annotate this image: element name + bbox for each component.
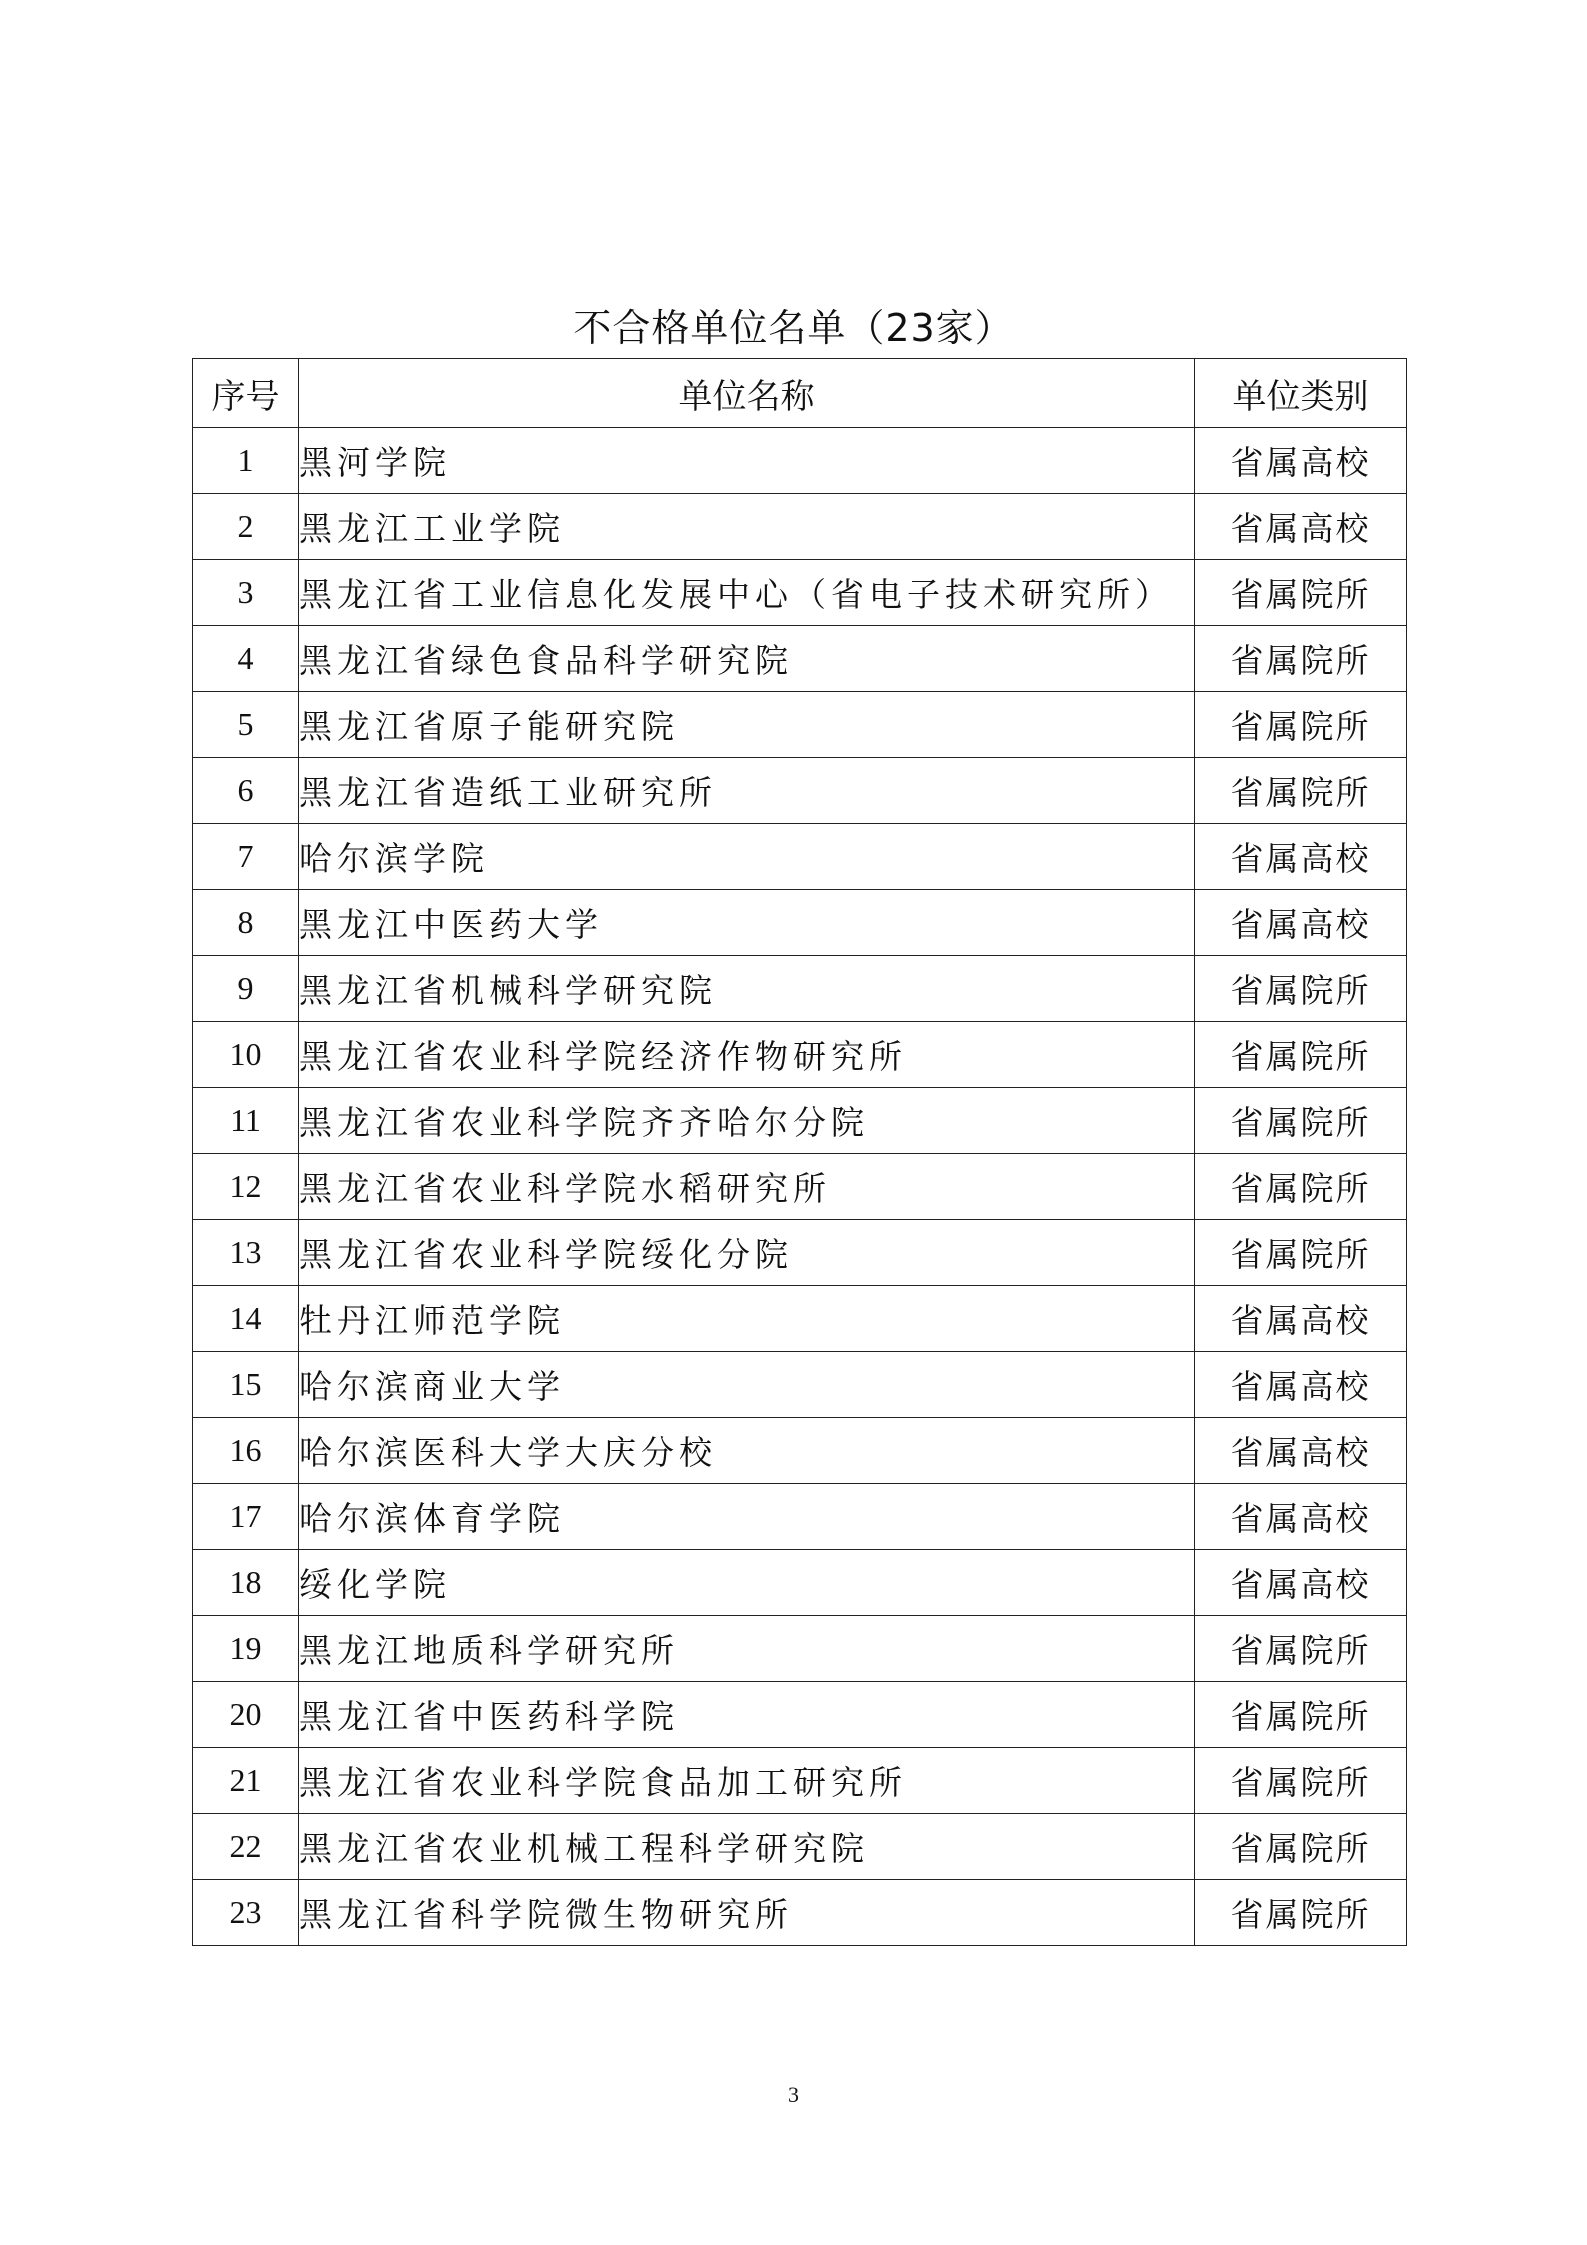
row-unit-type: 省属院所 [1195,1616,1407,1682]
row-index: 6 [193,758,299,824]
table-row [193,1682,1407,1748]
row-unit-name: 黑龙江省工业信息化发展中心（省电子技术研究所） [299,560,1195,626]
row-unit-type: 省属院所 [1195,560,1407,626]
table-row [193,824,1407,890]
table-body [193,428,1407,1946]
row-unit-name: 黑龙江省农业科学院齐齐哈尔分院 [299,1088,1195,1154]
row-unit-name: 黑龙江省农业科学院食品加工研究所 [299,1748,1195,1814]
table-row [193,956,1407,1022]
row-unit-type: 省属高校 [1195,1352,1407,1418]
row-unit-name: 黑龙江省原子能研究院 [299,692,1195,758]
row-unit-type: 省属院所 [1195,1814,1407,1880]
row-index: 16 [193,1418,299,1484]
units-table [192,358,1407,1946]
row-unit-type: 省属院所 [1195,1682,1407,1748]
row-unit-type: 省属院所 [1195,1022,1407,1088]
table-row [193,1022,1407,1088]
row-unit-name: 黑龙江省农业科学院绥化分院 [299,1220,1195,1286]
row-index: 5 [193,692,299,758]
row-unit-name: 黑龙江省农业机械工程科学研究院 [299,1814,1195,1880]
row-index: 13 [193,1220,299,1286]
table-row [193,1286,1407,1352]
table-row [193,890,1407,956]
row-unit-type: 省属高校 [1195,1418,1407,1484]
row-unit-name: 黑龙江省绿色食品科学研究院 [299,626,1195,692]
row-unit-name: 黑龙江地质科学研究所 [299,1616,1195,1682]
row-unit-name: 绥化学院 [299,1550,1195,1616]
row-index: 23 [193,1880,299,1946]
table-row [193,1616,1407,1682]
row-unit-type: 省属院所 [1195,1088,1407,1154]
row-index: 1 [193,428,299,494]
table-row [193,1748,1407,1814]
page-title: 不合格单位名单（23家） [573,306,1014,350]
row-unit-type: 省属院所 [1195,1220,1407,1286]
row-unit-name: 黑龙江中医药大学 [299,890,1195,956]
table-row [193,560,1407,626]
row-unit-type: 省属高校 [1195,494,1407,560]
table-row [193,1352,1407,1418]
table-row [193,626,1407,692]
row-index: 15 [193,1352,299,1418]
row-unit-type: 省属院所 [1195,758,1407,824]
row-index: 9 [193,956,299,1022]
row-unit-name: 哈尔滨学院 [299,824,1195,890]
row-unit-name: 黑龙江省造纸工业研究所 [299,758,1195,824]
row-index: 22 [193,1814,299,1880]
row-index: 17 [193,1484,299,1550]
header-name: 单位名称 [299,359,1195,428]
row-unit-type: 省属高校 [1195,1484,1407,1550]
row-index: 3 [193,560,299,626]
header-index: 序号 [193,359,299,428]
table-row [193,1814,1407,1880]
row-unit-type: 省属高校 [1195,428,1407,494]
row-unit-type: 省属高校 [1195,1550,1407,1616]
row-unit-type: 省属高校 [1195,890,1407,956]
row-index: 19 [193,1616,299,1682]
row-unit-type: 省属院所 [1195,1748,1407,1814]
table-row [193,1418,1407,1484]
row-index: 20 [193,1682,299,1748]
row-unit-name: 哈尔滨体育学院 [299,1484,1195,1550]
table-row [193,1088,1407,1154]
header-type: 单位类别 [1195,359,1407,428]
row-unit-type: 省属高校 [1195,824,1407,890]
row-unit-name: 黑龙江省中医药科学院 [299,1682,1195,1748]
row-index: 14 [193,1286,299,1352]
row-index: 8 [193,890,299,956]
row-unit-name: 牡丹江师范学院 [299,1286,1195,1352]
table-row [193,1880,1407,1946]
table-row [193,428,1407,494]
row-unit-name: 黑龙江省科学院微生物研究所 [299,1880,1195,1946]
row-unit-type: 省属院所 [1195,956,1407,1022]
row-unit-name: 黑龙江省机械科学研究院 [299,956,1195,1022]
table-row [193,758,1407,824]
row-index: 2 [193,494,299,560]
row-index: 12 [193,1154,299,1220]
row-unit-type: 省属院所 [1195,1880,1407,1946]
page-number: 3 [788,2082,799,2107]
row-index: 11 [193,1088,299,1154]
row-unit-name: 黑河学院 [299,428,1195,494]
row-unit-name: 黑龙江工业学院 [299,494,1195,560]
row-unit-name: 黑龙江省农业科学院水稻研究所 [299,1154,1195,1220]
table-row [193,692,1407,758]
row-index: 10 [193,1022,299,1088]
row-index: 7 [193,824,299,890]
table-header-row [193,359,1407,428]
row-unit-type: 省属院所 [1195,626,1407,692]
table-row [193,1220,1407,1286]
row-unit-name: 黑龙江省农业科学院经济作物研究所 [299,1022,1195,1088]
row-index: 18 [193,1550,299,1616]
row-unit-name: 哈尔滨医科大学大庆分校 [299,1418,1195,1484]
row-unit-type: 省属院所 [1195,692,1407,758]
row-index: 21 [193,1748,299,1814]
table-row [193,494,1407,560]
row-unit-type: 省属高校 [1195,1286,1407,1352]
row-unit-type: 省属院所 [1195,1154,1407,1220]
table-row [193,1484,1407,1550]
table-row [193,1550,1407,1616]
row-index: 4 [193,626,299,692]
row-unit-name: 哈尔滨商业大学 [299,1352,1195,1418]
table-row [193,1154,1407,1220]
